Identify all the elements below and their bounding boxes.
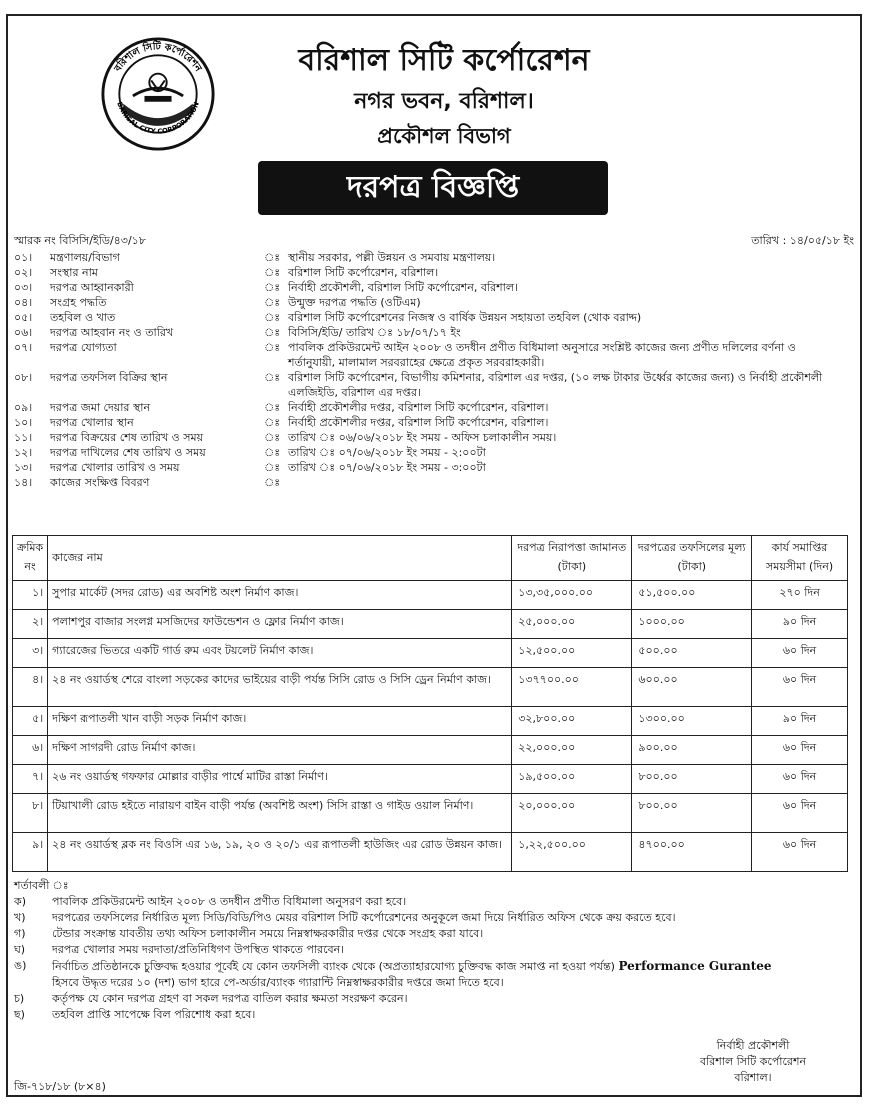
footer-code: জি-৭১৮/১৮ (৮×৪): [14, 1080, 106, 1093]
info-number: ০৭।: [14, 341, 33, 354]
info-number: ০৮।: [14, 371, 33, 384]
info-value: স্থানীয় সরকার, পল্লী উন্নয়ন ও সমবায় মন্ত্রণালয়।: [288, 251, 496, 264]
table-row: [13, 610, 848, 639]
condition-key: ছ): [14, 1008, 25, 1021]
info-separator: ঃ: [264, 266, 281, 279]
row-completion-days: ৬০ দিন: [752, 639, 848, 668]
organization-address: নগর ভবন, বরিশাল।: [354, 89, 534, 114]
condition-key: ঘ): [14, 943, 26, 956]
table-header-row: [13, 536, 848, 581]
row-security-amount: ১,২২,৫০০.০০: [512, 833, 632, 872]
info-value: বরিশাল সিটি কর্পোরেশন, বিভাগীয় কমিশনার, বরিশাল এর দপ্তর, (১০ লক্ষ টাকার উর্ধ্বের কাজের জন্য) ও নির্বাহী প্রকৌশলী এলজিইডি, বরিশাল এর দপ্তর।: [288, 371, 823, 399]
organization-name: বরিশাল সিটি কর্পোরেশন: [298, 43, 590, 78]
info-label: দরপত্র যোগ্যতা: [50, 341, 117, 354]
row-serial: ৭।: [13, 765, 48, 794]
condition-key: ক): [14, 895, 26, 908]
info-separator: ঃ: [264, 401, 281, 414]
signature-line-2: বরিশাল সিটি কর্পোরেশন: [699, 1055, 807, 1068]
row-document-fee: ৬০০.০০: [632, 668, 752, 707]
info-number: ১৩।: [14, 461, 33, 474]
info-number: ১৪।: [14, 476, 33, 489]
row-serial: ৬।: [13, 736, 48, 765]
info-separator: ঃ: [264, 341, 281, 354]
memo-number: স্মারক নং বিসিসি/ইডি/৪৩/১৮: [14, 234, 146, 247]
info-separator: ঃ: [264, 371, 281, 384]
info-number: ০১।: [14, 251, 33, 264]
row-document-fee: ৫০০.০০: [632, 639, 752, 668]
row-serial: ৪।: [13, 668, 48, 707]
row-document-fee: ৪৭০০.০০: [632, 833, 752, 872]
condition-text: কর্তৃপক্ষ যে কোন দরপত্র গ্রহণ বা সকল দরপত্র বাতিল করার ক্ষমতা সংরক্ষণ করেন।: [52, 992, 408, 1005]
table-row: [13, 668, 848, 707]
row-completion-days: ৬০ দিন: [752, 794, 848, 833]
condition-text-wrap: [52, 926, 854, 942]
header-fee: দরপত্রের তফসিলের মূল্য (টাকা): [632, 536, 752, 581]
info-value: বরিশাল সিটি কর্পোরেশনের নিজস্ব ও বার্ষিক উন্নয়ন সহায়তা তহবিল (থোক বরাদ্দ): [288, 311, 642, 324]
row-serial: ৮।: [13, 794, 48, 833]
info-row: [14, 265, 844, 280]
row-security-amount: ৩২,৮০০.০০: [512, 707, 632, 736]
row-completion-days: ৯০ দিন: [752, 707, 848, 736]
info-number: ০৬।: [14, 326, 33, 339]
info-row: [14, 340, 844, 370]
info-value: নির্বাহী প্রকৌশলীর দপ্তর, বরিশাল সিটি কর্পোরেশন, বরিশাল।: [288, 416, 549, 429]
info-row: [14, 295, 844, 310]
info-value: [288, 475, 844, 490]
row-security-amount: ১৯,৫০০.০০: [512, 765, 632, 794]
row-security-amount: ২৫,০০০.০০: [512, 610, 632, 639]
info-separator: ঃ: [264, 416, 281, 429]
info-row: [14, 325, 844, 340]
info-number: ০৪।: [14, 296, 33, 309]
info-separator: ঃ: [264, 461, 281, 474]
condition-item: [14, 942, 854, 958]
info-separator: ঃ: [264, 446, 281, 459]
conditions-heading: শর্তাবলী ঃ: [14, 879, 69, 892]
condition-text-wrap: [52, 991, 854, 1007]
info-label: দরপত্র খোলার তারিখ ও সময়: [50, 461, 180, 474]
info-label: দরপত্র আহবান নং ও তারিখ: [50, 326, 174, 339]
logo-ring-text: বরিশাল সিটি কর্পোরেশন: [112, 41, 204, 74]
info-number: ০৫।: [14, 311, 33, 324]
condition-text-wrap: [52, 910, 854, 926]
row-work-name: ২৬ নং ওয়ার্ডস্থ গফফার মোল্লার বাড়ীর পার্শ্বে মাটির রাস্তা নির্মাণ।: [48, 765, 512, 794]
row-serial: ৫।: [13, 707, 48, 736]
info-separator: ঃ: [264, 296, 281, 309]
row-work-name: সুপার মার্কেট (সদর রোড) এর অবশিষ্ট অংশ নির্মাণ কাজ।: [48, 581, 512, 610]
info-number: ১০।: [14, 416, 33, 429]
table-row: [13, 736, 848, 765]
info-label: দরপত্র জমা দেয়ার স্থান: [50, 401, 151, 414]
table-row: [13, 794, 848, 833]
condition-text-wrap: [52, 1007, 854, 1023]
info-row: [14, 460, 844, 475]
condition-text-continued: হিসবে উদ্ধৃত দরের ১০ (দশ) ভাগ হারে পে-অর্ডার/ব্যাংক গ্যারান্টি নিম্নস্বাক্ষরকারীর দপ্তরে জমা দিতে হবে।: [52, 976, 504, 989]
info-label: দরপত্র খোলার স্থান: [50, 416, 134, 429]
table-row: [13, 833, 848, 872]
info-number: ১২।: [14, 446, 33, 459]
info-separator: ঃ: [264, 326, 281, 339]
row-security-amount: ২০,০০০.০০: [512, 794, 632, 833]
row-completion-days: ৬০ দিন: [752, 765, 848, 794]
tender-info-list: [14, 250, 844, 490]
row-work-name: টিয়াখালী রোড হইতে নারায়ণ বাইন বাড়ী পর্যন্ত (অবশিষ্ট অংশ) সিসি রাস্তা ও গাইড ওয়াল নির্মাণ।: [48, 794, 512, 833]
info-label: সংগ্রহ পদ্ধতি: [50, 296, 107, 309]
info-row: [14, 280, 844, 295]
condition-text: দরপত্র খোলার সময় দরদাতা/প্রতিনিধিগণ উপস্থিত থাকতে পারবেন।: [52, 943, 345, 956]
info-row: [14, 250, 844, 265]
row-security-amount: ১৩৭৭০০.০০: [512, 668, 632, 707]
row-security-amount: ১৩,৩৫,০০০.০০: [512, 581, 632, 610]
condition-item: [14, 991, 854, 1007]
conditions-section: [14, 878, 854, 1023]
condition-item: [14, 1007, 854, 1023]
info-separator: ঃ: [264, 281, 281, 294]
condition-key: চ): [14, 992, 25, 1005]
info-row: [14, 430, 844, 445]
row-document-fee: ৮০০.০০: [632, 765, 752, 794]
signature-line-3: বরিশাল।: [734, 1071, 772, 1084]
info-label: সংস্থার নাম: [50, 266, 98, 279]
works-table: [12, 535, 848, 872]
logo-ring-text-en: BARISAL CITY CORPORATION: [115, 100, 201, 136]
info-label: তহবিল ও খাত: [50, 311, 116, 324]
info-label: কাজের সংক্ষিপ্ত বিবরণ: [50, 476, 150, 489]
table-row: [13, 581, 848, 610]
notice-title-banner: দরপত্র বিজ্ঞপ্তি: [258, 161, 608, 215]
row-work-name: ২৪ নং ওয়ার্ডস্থ শেরে বাংলা সড়কের কাদের ভাইয়ের বাড়ী পর্যন্ত সিসি রোড ও সিসি ড্রেন নির্মাণ কাজ।: [48, 668, 512, 707]
info-label: দরপত্র আহ্বানকারী: [50, 281, 134, 294]
row-serial: ১।: [13, 581, 48, 610]
info-number: ০৩।: [14, 281, 33, 294]
row-document-fee: ১০০০.০০: [632, 610, 752, 639]
info-value: উন্মুক্ত দরপত্র পদ্ধতি (ওটিএম): [288, 296, 421, 309]
table-row: [13, 639, 848, 668]
condition-text-wrap: [52, 942, 854, 958]
header-work-name: কাজের নাম: [48, 536, 512, 581]
notice-date: তারিখ : ১৪/০৫/১৮ ইং: [751, 234, 854, 247]
info-value: তারিখ ঃ ০৭/০৬/২০১৮ ইং সময় - ৩:০০টা: [288, 461, 486, 474]
info-label: মন্ত্রণালয়/বিভাগ: [50, 251, 120, 264]
info-value: নির্বাহী প্রকৌশলীর দপ্তর, বরিশাল সিটি কর্পোরেশন, বরিশাল।: [288, 401, 549, 414]
row-work-name: পলাশপুর বাজার সংলগ্ন মসজিদের ফাউন্ডেশন ও ফ্লোর নির্মাণ কাজ।: [48, 610, 512, 639]
info-value: তারিখ ঃ ০৬/০৬/২০১৮ ইং সময় - অফিস চলাকালীন সময়।: [288, 431, 557, 444]
row-document-fee: ১৩০০.০০: [632, 707, 752, 736]
condition-text: পাবলিক প্রকিউরমেন্ট আইন ২০০৮ ও তদধীন প্রণীত বিধিমালা অনুসরণ করা হবে।: [52, 895, 407, 908]
row-work-name: দক্ষিণ সাগরদী রোড নির্মাণ কাজ।: [48, 736, 512, 765]
info-row: [14, 475, 844, 490]
works-table-body: [13, 581, 848, 872]
condition-key: ঙ): [14, 959, 27, 972]
row-serial: ২।: [13, 610, 48, 639]
row-completion-days: ৬০ দিন: [752, 736, 848, 765]
row-security-amount: ২২,০০০.০০: [512, 736, 632, 765]
condition-key: খ): [14, 911, 26, 924]
department-name: প্রকৌশল বিভাগ: [377, 124, 511, 148]
condition-item: [14, 894, 854, 910]
table-row: [13, 765, 848, 794]
info-row: [14, 415, 844, 430]
info-row: [14, 445, 844, 460]
row-serial: ৩।: [13, 639, 48, 668]
condition-item: [14, 958, 854, 991]
info-value: বিসিসি/ইডি/ তারিখ ঃ ১৮/০৭/১৭ ইং: [288, 326, 461, 339]
condition-text-wrap: [52, 958, 854, 991]
header-security: দরপত্র নিরাপত্তা জামানত (টাকা): [512, 536, 632, 581]
condition-item: [14, 926, 854, 942]
row-work-name: ২৪ নং ওয়ার্ডস্থ ব্লক নং বিওসি এর ১৬, ১৯, ২০ ও ২০/১ এর রূপাতলী হাউজিং এর রোড উন্নয়ন কাজ।: [48, 833, 512, 872]
info-value: নির্বাহী প্রকৌশলী, বরিশাল সিটি কর্পোরেশন, বরিশাল।: [288, 281, 518, 294]
row-document-fee: ৫১,৫০০.০০: [632, 581, 752, 610]
row-serial: ৯।: [13, 833, 48, 872]
row-work-name: গ্যারেজের ভিতরে একটি গার্ড রুম এবং টয়লেট নির্মাণ কাজ।: [48, 639, 512, 668]
info-separator: ঃ: [264, 311, 281, 324]
row-completion-days: ৬০ দিন: [752, 668, 848, 707]
signature-line-1: নির্বাহী প্রকৌশলী: [716, 1039, 790, 1052]
info-value: পাবলিক প্রকিউরমেন্ট আইন ২০০৮ ও তদধীন প্রণীত বিধিমালা অনুসারে সংশ্লিষ্ট কাজের জন্য প্রণীত দলিলের বর্ণনা ও শর্তানুযায়ী, মালামাল সরবরাহের ক্ষেত্রে প্রকৃত সরবরাহকারী।: [288, 341, 796, 369]
info-row: [14, 400, 844, 415]
row-completion-days: ৯০ দিন: [752, 610, 848, 639]
condition-text: নির্বাচিত প্রতিষ্ঠানকে চুক্তিবদ্ধ হওয়ার পূর্বেই যে কোন তফসিলী ব্যাংক থেকে (অপ্রত্যাহারযোগ্য চুক্তিবদ্ধ কাজ সমাপ্ত না হওয়া পর্যন্ত): [52, 960, 615, 973]
condition-item: [14, 910, 854, 926]
row-document-fee: ৮০০.০০: [632, 794, 752, 833]
condition-bold-term: Performance Gurantee: [618, 959, 772, 973]
condition-text: টেন্ডার সংক্রান্ত যাবতীয় তথ্য অফিস চলাকালীন সময়ে নিম্নস্বাক্ষরকারীর দপ্তর থেকে সংগ্রহ করা যাবে।: [52, 927, 484, 940]
row-completion-days: ২৭০ দিন: [752, 581, 848, 610]
row-completion-days: ৬০ দিন: [752, 833, 848, 872]
info-number: ১১।: [14, 431, 33, 444]
info-separator: ঃ: [264, 476, 281, 489]
info-value: বরিশাল সিটি কর্পোরেশন, বরিশাল।: [288, 266, 439, 279]
info-number: ০২।: [14, 266, 33, 279]
info-row: [14, 370, 844, 400]
row-work-name: দক্ষিণ রূপাতলী খান বাড়ী সড়ক নির্মাণ কাজ।: [48, 707, 512, 736]
info-label: দরপত্র তফসিল বিক্রির স্থান: [50, 371, 168, 384]
info-label: দরপত্র বিক্রয়ের শেষ তারিখ ও সময়: [50, 431, 204, 444]
row-security-amount: ১২,৫০০.০০: [512, 639, 632, 668]
row-document-fee: ৯০০.০০: [632, 736, 752, 765]
header-completion: কার্য সমাপ্তির সময়সীমা (দিন): [752, 536, 848, 581]
info-value: তারিখ ঃ ০৭/০৬/২০১৮ ইং সময় - ২:০০টা: [288, 446, 486, 459]
info-label: দরপত্র দাখিলের শেষ তারিখ ও সময়: [50, 446, 206, 459]
info-row: [14, 310, 844, 325]
condition-text: দরপত্রের তফসিলের নির্ধারিত মূল্য সিডি/বিডি/পিও মেয়র বরিশাল সিটি কর্পোরেশনের অনুকূলে জমা দিয়ে নির্ধারিত অফিস থেকে ক্রয় করতে হবে।: [52, 911, 676, 924]
info-separator: ঃ: [264, 251, 281, 264]
info-separator: ঃ: [264, 431, 281, 444]
condition-text: তহবিল প্রাপ্তি সাপেক্ষে বিল পরিশোধ করা হবে।: [52, 1008, 256, 1021]
table-row: [13, 707, 848, 736]
condition-key: গ): [14, 927, 26, 940]
condition-text-wrap: [52, 894, 854, 910]
header-serial: ক্রমিক নং: [13, 536, 48, 581]
signature-block: [678, 1038, 828, 1086]
info-number: ০৯।: [14, 401, 33, 414]
